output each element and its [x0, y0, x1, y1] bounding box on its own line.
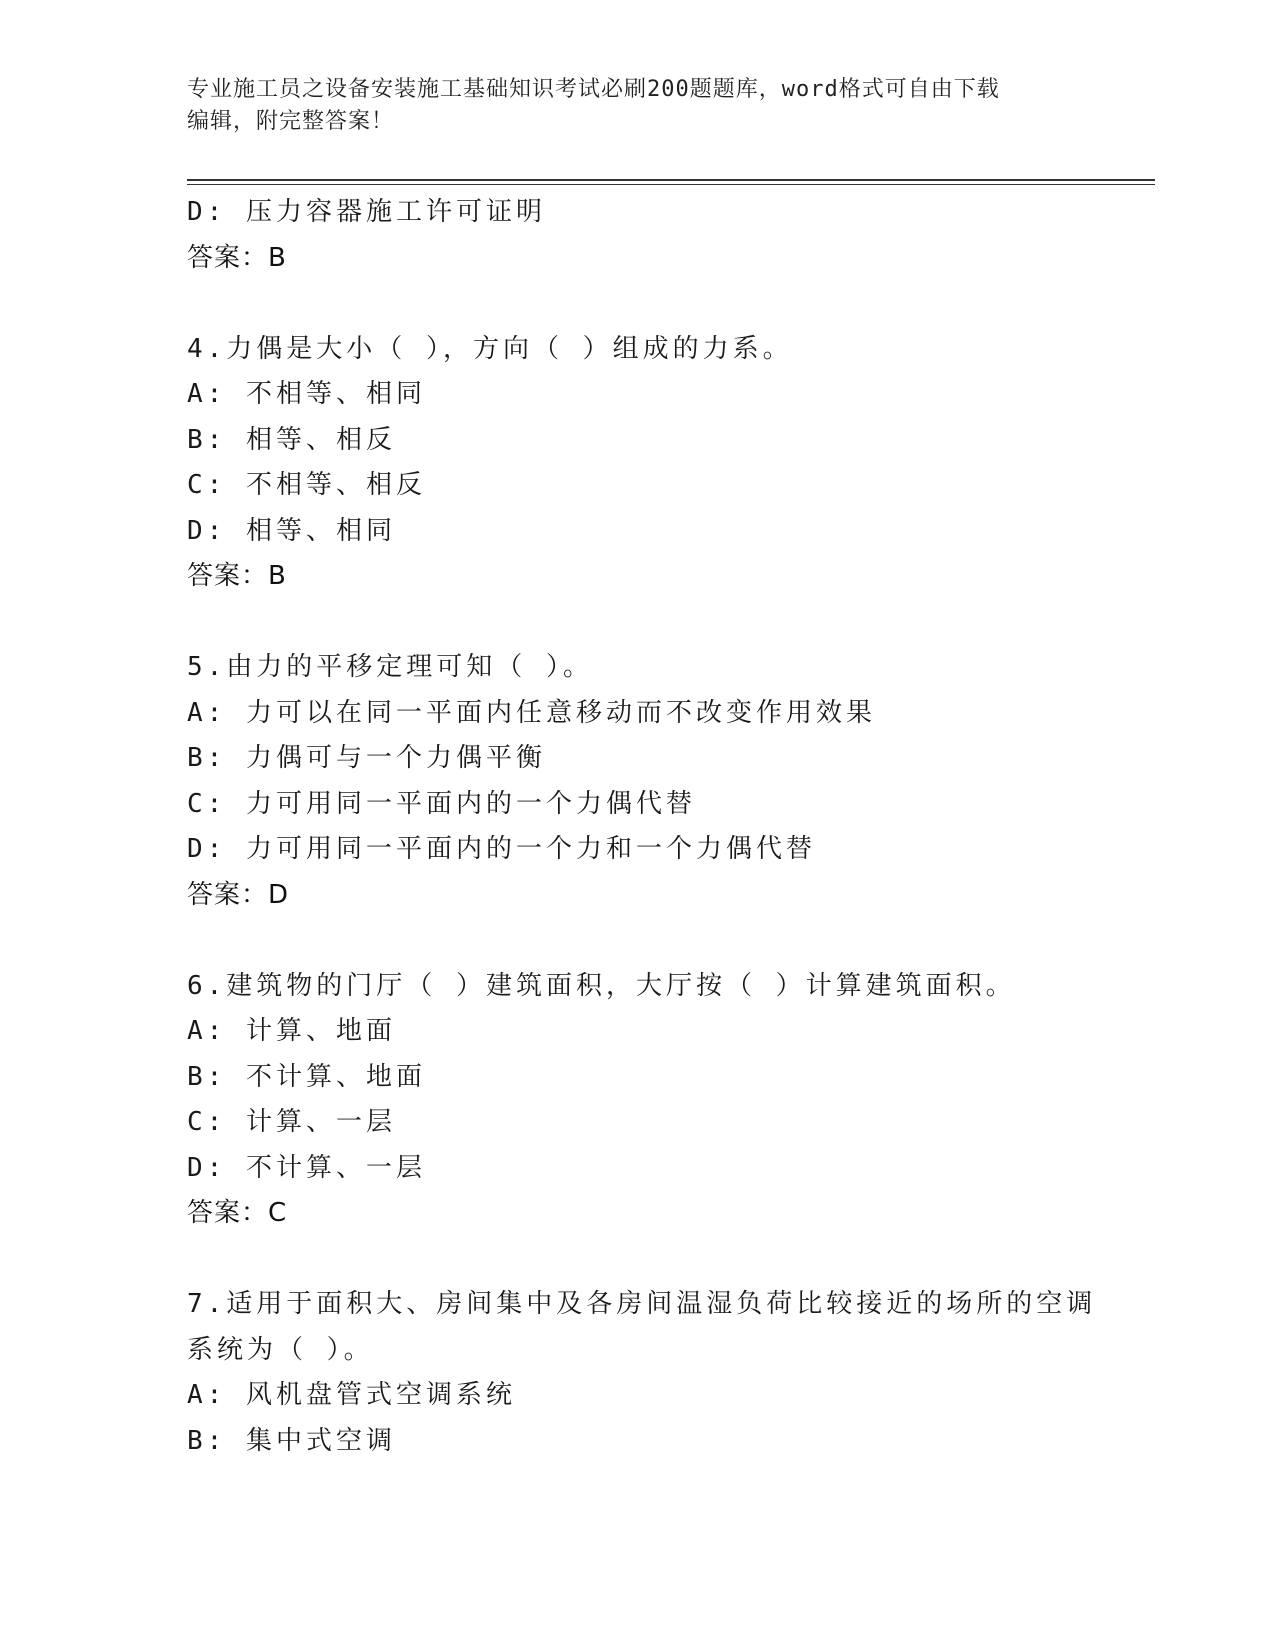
spacer: [187, 600, 1107, 646]
option-c: C: 力可用同一平面内的一个力偶代替: [187, 788, 696, 819]
option-b: B: 力偶可与一个力偶平衡: [187, 743, 546, 773]
option-b: B: 不计算、地面: [187, 1061, 426, 1092]
option-a: A: 风机盘管式空调系统: [187, 1380, 516, 1410]
question-5: [187, 645, 1107, 918]
header-title-line-2: 编辑，附完整答案！: [187, 109, 395, 134]
option-d: D: 压力容器施工许可证明: [187, 197, 546, 227]
question-7: [187, 1282, 1107, 1464]
question-stem-line-1: 7.适用于面积大、房间集中及各房间温湿负荷比较接近的场所的空调: [187, 1289, 1097, 1319]
option-a: A: 不相等、相同: [187, 379, 426, 409]
answer: 答案：B: [187, 561, 287, 591]
option-a: A: 力可以在同一平面内任意移动而不改变作用效果: [187, 697, 876, 728]
option-d: D: 力可用同一平面内的一个力和一个力偶代替: [187, 834, 816, 864]
option-d: D: 不计算、一层: [187, 1152, 426, 1183]
question-4: [187, 327, 1107, 600]
header-title-line-1: 专业施工员之设备安装施工基础知识考试必刷200题题库，word格式可自由下载: [187, 77, 1000, 102]
question-3: [187, 190, 1107, 281]
question-stem: 6.建筑物的门厅（ ）建筑面积，大厅按（ ）计算建筑面积。: [187, 970, 1016, 1001]
question-stem: 5.由力的平移定理可知（ ）。: [187, 652, 593, 682]
question-list: [187, 190, 1107, 1464]
option-c: C: 计算、一层: [187, 1107, 396, 1137]
option-c: C: 不相等、相反: [187, 470, 426, 500]
option-b: B: 集中式空调: [187, 1425, 396, 1456]
option-d: D: 相等、相同: [187, 515, 396, 546]
question-stem-line-2: 系统为（ ）。: [187, 1334, 374, 1365]
option-a: A: 计算、地面: [187, 1016, 396, 1046]
header-rule-thick: [187, 179, 1155, 181]
header-rule-thin: [187, 184, 1155, 185]
answer: 答案：B: [187, 242, 287, 273]
option-b: B: 相等、相反: [187, 424, 396, 455]
question-stem: 4.力偶是大小（ ），方向（ ）组成的力系。: [187, 333, 793, 364]
answer: 答案：C: [187, 1198, 288, 1228]
spacer: [187, 281, 1107, 327]
question-6: [187, 964, 1107, 1237]
spacer: [187, 1237, 1107, 1283]
spacer: [187, 918, 1107, 964]
document-header: [187, 74, 1067, 138]
answer: 答案：D: [187, 879, 290, 910]
